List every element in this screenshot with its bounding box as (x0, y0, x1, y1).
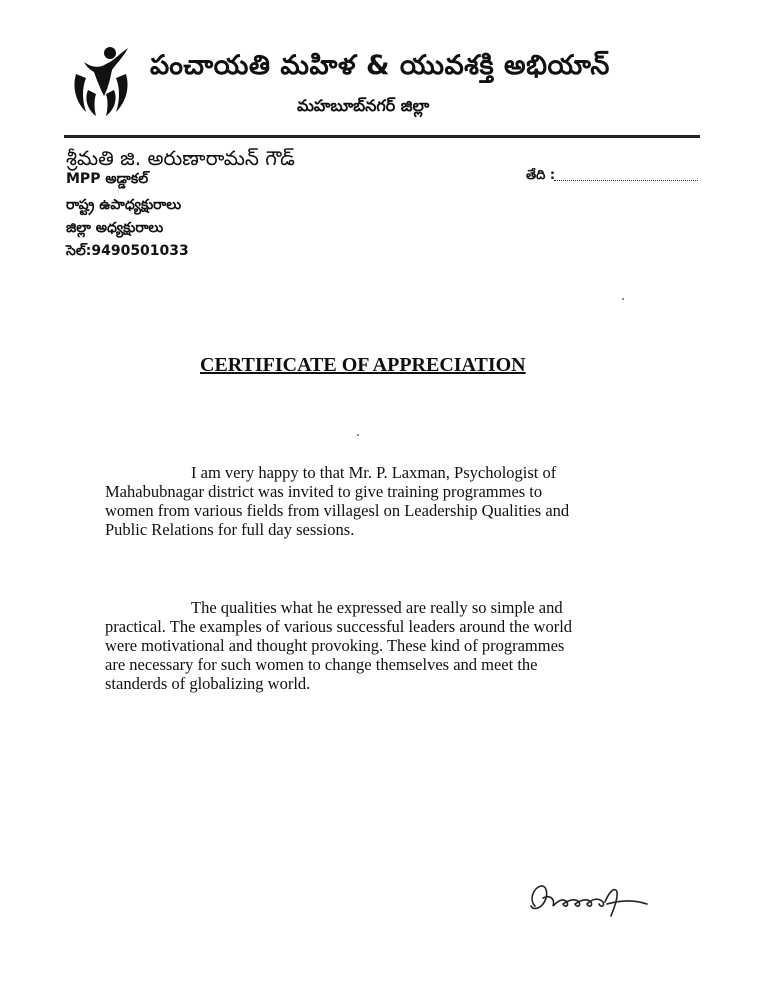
header-divider (64, 135, 700, 138)
paragraph-line: women from various fields from villagesl on Leadership Qualities and (105, 501, 570, 520)
paragraph-line: The qualities what he expressed are really so simple and (191, 598, 563, 617)
paragraph-line: Public Relations for full day sessions. (105, 520, 355, 539)
handwritten-signature-icon (525, 876, 650, 918)
certificate-title: CERTIFICATE OF APPRECIATION (200, 354, 526, 376)
sender-phone: సెల్:9490501033 (66, 243, 189, 259)
paragraph-line: I am very happy to that Mr. P. Laxman, Psychologist of (191, 463, 557, 482)
paragraph-line: Mahabubnagar district was invited to give training programmes to (105, 482, 543, 501)
sender-district-role: జిల్లా అధ్యక్షురాలు (66, 220, 164, 236)
sender-state-role: రాష్ట్ర ఉపాధ్యక్షురాలు (66, 197, 182, 213)
paragraph-1 (105, 463, 665, 539)
person-raising-arms-logo-icon (70, 44, 132, 118)
sender-name: శ్రీమతి జి. అరుణారామన్ గౌడ్ (66, 146, 295, 170)
organization-title: పంచాయతి మహిళ & యువశక్తి అభియాన్ (150, 50, 610, 81)
district-name: మహబూబ్‌నగర్ జిల్లా (297, 96, 430, 115)
date-blank-line (554, 180, 698, 181)
date-label: తేది : (526, 168, 556, 183)
paragraph-line: were motivational and thought provoking. These kind of programmes (105, 636, 565, 655)
paragraph-2 (105, 598, 665, 693)
scan-speck (622, 298, 624, 300)
paragraph-line: standerds of globalizing world. (105, 674, 311, 693)
sender-designation: MPP అడ్డాకల్ (66, 171, 149, 187)
scan-speck (357, 434, 359, 436)
paragraph-line: are necessary for such women to change themselves and meet the (105, 655, 538, 674)
paragraph-line: practical. The examples of various successful leaders around the world (105, 617, 573, 636)
